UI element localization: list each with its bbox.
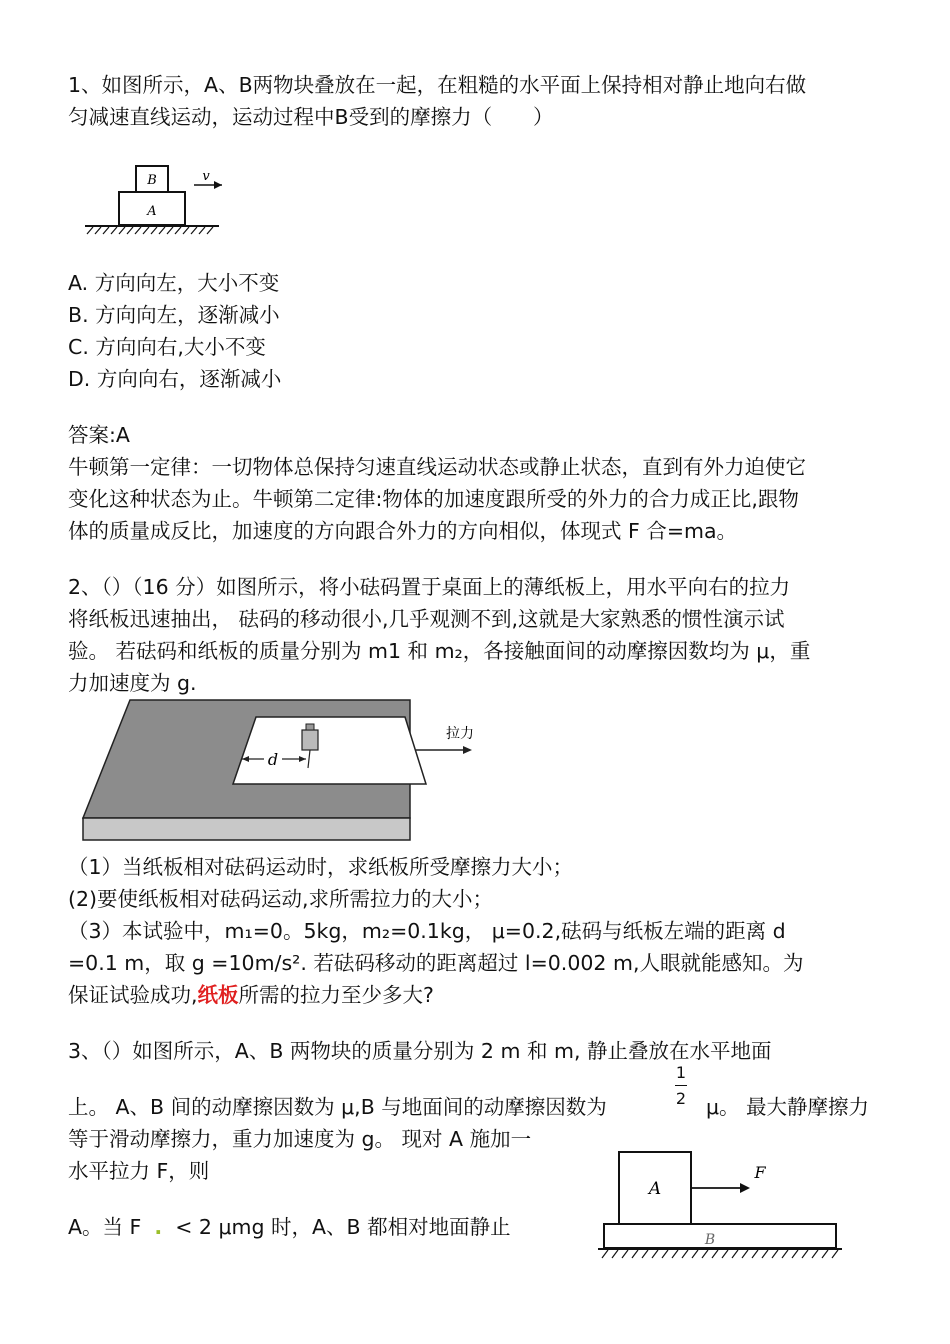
pull-arrowhead [463,746,472,754]
q3-option-a-dot: . [154,1215,163,1239]
q1-option-b: B. 方向向左，逐渐减小 [68,303,280,327]
label-v: v [202,169,210,184]
velocity-arrowhead [214,181,222,189]
q2-sub2: (2)要使纸板相对砝码运动,求所需拉力的大小； [68,887,494,911]
label-b: B [147,173,157,188]
paper-board [233,717,426,784]
q1-stem-line1: 1、如图所示，A、B两物块叠放在一起，在粗糙的水平面上保持相对静止地向右做 [68,73,807,97]
q3-stem-line4: 水平拉力 F，则 [68,1159,210,1183]
q1-option-d: D. 方向向右，逐渐减小 [68,367,282,391]
table-front [83,818,410,840]
q1-option-c: C. 方向向右,大小不变 [68,335,266,359]
q2-stem-line1: 2、（）（16 分）如图所示，将小砝码置于桌面上的薄纸板上，用水平向右的拉力 [68,575,791,599]
q1-option-a: A. 方向向左，大小不变 [68,271,280,295]
q2-stem-line3: 验。 若砝码和纸板的质量分别为 m1 和 m₂，各接触面间的动摩擦因数均为 μ，重 [68,639,811,663]
q2-stem-line4: 力加速度为 g. [68,671,197,695]
q3-stem-line2-pre: 上。 A、B 间的动摩擦因数为 μ,B 与地面间的动摩擦因数为 [68,1095,607,1119]
q1-answer: 答案:A [68,423,130,447]
board-b [604,1224,836,1248]
ground-hatching [87,227,213,234]
q3-stem-line3: 等于滑动摩擦力，重力加速度为 g。 现对 A 施加一 [68,1127,532,1151]
q3-frac-num: 1 [675,1063,687,1082]
ground-hatching [602,1250,838,1258]
q3-option-a-pre: A。当 F [68,1215,142,1239]
q3-blocks-figure [598,1148,844,1264]
label-pull: 拉力 [446,726,474,742]
q1-explain-line2: 变化这种状态为止。牛顿第二定律:物体的加速度跟所受的外力的合力成正比,跟物 [68,487,799,511]
q1-stem-line2: 匀减速直线运动，运动过程中B受到的摩擦力（ ） [68,105,554,129]
q3-frac-den: 2 [675,1089,687,1108]
q2-sub1: （1）当纸板相对砝码运动时，求纸板所受摩擦力大小； [68,855,574,879]
label-d: d [267,750,279,769]
q3-stem-line1: 3、（）如图所示，A、B 两物块的质量分别为 2 m 和 m, 静止叠放在水平地面 [68,1039,772,1063]
q1-explain-line1: 牛顿第一定律：一切物体总保持匀速直线运动状态或静止状态，直到有外力迫使它 [68,455,806,479]
q2-sub5-post: 所需的拉力至少多大? [238,983,434,1007]
q3-frac-bar [675,1085,687,1086]
q1-blocks-figure [82,160,222,240]
q2-sub5-highlight: 纸板 [197,983,239,1007]
q3-option-a [68,1212,511,1242]
q1-explain-line3: 体的质量成反比，加速度的方向跟合外力的方向相似，体现式 F 合=ma。 [68,519,738,543]
force-arrowhead [740,1183,750,1193]
label-b: B [704,1232,716,1248]
label-a: A [648,1179,662,1199]
label-f: F [754,1163,766,1182]
q3-stem-line2-post: μ。 最大静摩擦力 [706,1095,870,1119]
q2-sub5 [68,980,434,1010]
q2-sub3: （3）本试验中，m₁=0。5kg，m₂=0.1kg， μ=0.2,砝码与纸板左端的距离 d [68,919,786,943]
q2-table-figure [70,690,510,850]
q3-option-a-post: < 2 μmg 时，A、B 都相对地面静止 [175,1215,511,1239]
label-a: A [147,204,157,219]
q2-sub5-pre: 保证试验成功, [68,983,198,1007]
q2-stem-line2: 将纸板迅速抽出， 砝码的移动很小,几乎观测不到,这就是大家熟悉的惯性演示试 [68,607,785,631]
q2-sub4: =0.1 m，取 g =10m/s². 若砝码移动的距离超过 l=0.002 m,人眼就能感知。为 [68,951,804,975]
